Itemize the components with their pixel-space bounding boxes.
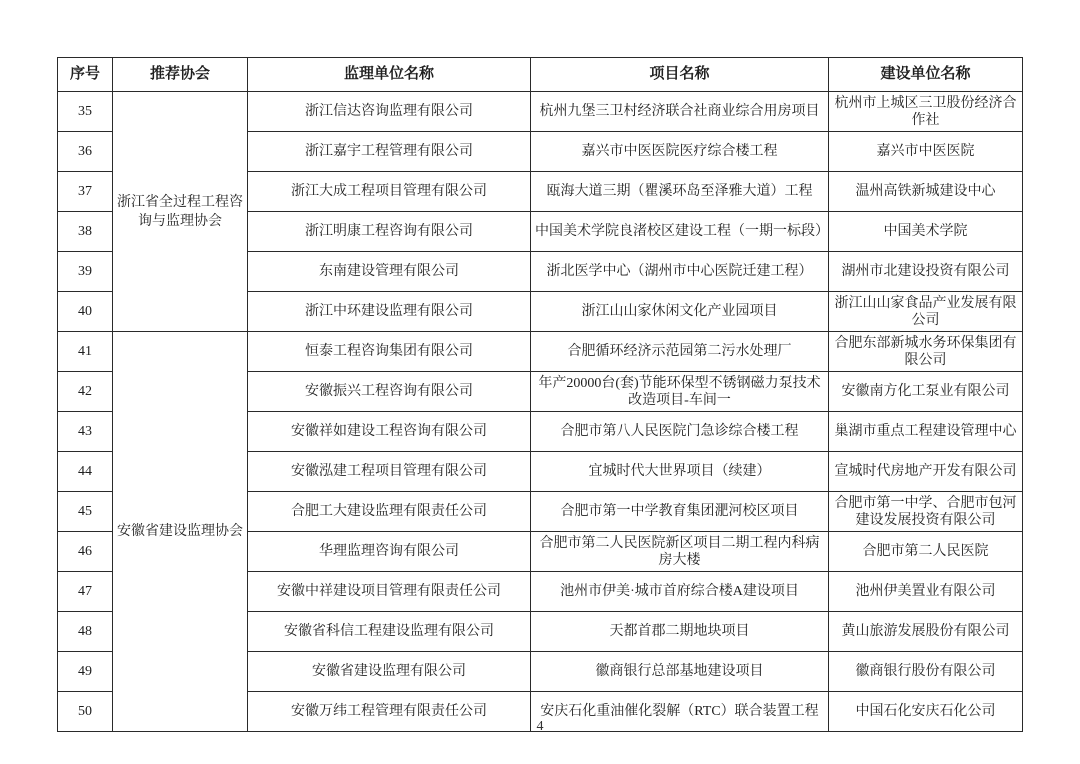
serial-cell: 47 <box>58 572 113 612</box>
project-cell: 合肥市第八人民医院门急诊综合楼工程 <box>531 412 829 452</box>
supervisor-cell: 恒泰工程咨询集团有限公司 <box>248 332 531 372</box>
client-cell: 徽商银行股份有限公司 <box>829 652 1023 692</box>
client-cell: 中国石化安庆石化公司 <box>829 692 1023 732</box>
header-row <box>58 58 1023 92</box>
client-cell: 中国美术学院 <box>829 212 1023 252</box>
client-cell: 合肥市第二人民医院 <box>829 532 1023 572</box>
project-cell: 徽商银行总部基地建设项目 <box>531 652 829 692</box>
client-cell: 湖州市北建设投资有限公司 <box>829 252 1023 292</box>
serial-cell: 44 <box>58 452 113 492</box>
serial-cell: 38 <box>58 212 113 252</box>
supervisor-cell: 安徽省建设监理有限公司 <box>248 652 531 692</box>
project-cell: 杭州九堡三卫村经济联合社商业综合用房项目 <box>531 92 829 132</box>
serial-cell: 45 <box>58 492 113 532</box>
project-cell: 中国美术学院良渚校区建设工程（一期一标段） <box>531 212 829 252</box>
project-cell: 合肥循环经济示范园第二污水处理厂 <box>531 332 829 372</box>
serial-cell: 37 <box>58 172 113 212</box>
project-cell: 宜城时代大世界项目（续建） <box>531 452 829 492</box>
project-cell: 合肥市第一中学教育集团淝河校区项目 <box>531 492 829 532</box>
client-cell: 杭州市上城区三卫股份经济合作社 <box>829 92 1023 132</box>
column-header: 项目名称 <box>531 58 829 92</box>
project-cell: 嘉兴市中医医院医疗综合楼工程 <box>531 132 829 172</box>
serial-cell: 36 <box>58 132 113 172</box>
client-cell: 宣城时代房地产开发有限公司 <box>829 452 1023 492</box>
supervisor-cell: 安徽中祥建设项目管理有限责任公司 <box>248 572 531 612</box>
association-cell: 浙江省全过程工程咨询与监理协会 <box>113 92 248 332</box>
project-cell: 池州市伊美·城市首府综合楼A建设项目 <box>531 572 829 612</box>
project-cell: 天都首郡二期地块项目 <box>531 612 829 652</box>
serial-cell: 48 <box>58 612 113 652</box>
supervisor-cell: 安徽泓建工程项目管理有限公司 <box>248 452 531 492</box>
serial-cell: 35 <box>58 92 113 132</box>
project-cell: 年产20000台(套)节能环保型不锈钢磁力泵技术改造项目-车间一 <box>531 372 829 412</box>
project-cell: 浙江山山家休闲文化产业园项目 <box>531 292 829 332</box>
page-number: 4 <box>536 719 544 734</box>
serial-cell: 39 <box>58 252 113 292</box>
serial-cell: 41 <box>58 332 113 372</box>
client-cell: 嘉兴市中医医院 <box>829 132 1023 172</box>
roster-table <box>57 57 1023 732</box>
client-cell: 温州高铁新城建设中心 <box>829 172 1023 212</box>
table-body <box>58 92 1023 732</box>
supervisor-cell: 东南建设管理有限公司 <box>248 252 531 292</box>
supervisor-cell: 浙江大成工程项目管理有限公司 <box>248 172 531 212</box>
supervisor-cell: 华理监理咨询有限公司 <box>248 532 531 572</box>
supervisor-cell: 浙江信达咨询监理有限公司 <box>248 92 531 132</box>
client-cell: 黄山旅游发展股份有限公司 <box>829 612 1023 652</box>
supervisor-cell: 浙江明康工程咨询有限公司 <box>248 212 531 252</box>
supervisor-cell: 安徽省科信工程建设监理有限公司 <box>248 612 531 652</box>
client-cell: 安徽南方化工泵业有限公司 <box>829 372 1023 412</box>
project-cell: 安庆石化重油催化裂解（RTC）联合装置工程 <box>531 692 829 732</box>
project-cell: 合肥市第二人民医院新区项目二期工程内科病房大楼 <box>531 532 829 572</box>
supervisor-cell: 合肥工大建设监理有限责任公司 <box>248 492 531 532</box>
association-cell: 安徽省建设监理协会 <box>113 332 248 732</box>
serial-cell: 43 <box>58 412 113 452</box>
column-header: 序号 <box>58 58 113 92</box>
supervisor-cell: 安徽振兴工程咨询有限公司 <box>248 372 531 412</box>
serial-cell: 50 <box>58 692 113 732</box>
client-cell: 合肥东部新城水务环保集团有限公司 <box>829 332 1023 372</box>
table-row <box>58 332 1023 372</box>
supervisor-cell: 安徽万纬工程管理有限责任公司 <box>248 692 531 732</box>
client-cell: 巢湖市重点工程建设管理中心 <box>829 412 1023 452</box>
column-header: 监理单位名称 <box>248 58 531 92</box>
project-cell: 瓯海大道三期（瞿溪环岛至泽雅大道）工程 <box>531 172 829 212</box>
supervisor-cell: 浙江中环建设监理有限公司 <box>248 292 531 332</box>
supervisor-cell: 浙江嘉宇工程管理有限公司 <box>248 132 531 172</box>
project-cell: 浙北医学中心（湖州市中心医院迁建工程） <box>531 252 829 292</box>
table-header <box>58 58 1023 92</box>
serial-cell: 40 <box>58 292 113 332</box>
supervisor-cell: 安徽祥如建设工程咨询有限公司 <box>248 412 531 452</box>
serial-cell: 49 <box>58 652 113 692</box>
serial-cell: 42 <box>58 372 113 412</box>
column-header: 推荐协会 <box>113 58 248 92</box>
column-header: 建设单位名称 <box>829 58 1023 92</box>
serial-cell: 46 <box>58 532 113 572</box>
client-cell: 浙江山山家食品产业发展有限公司 <box>829 292 1023 332</box>
client-cell: 池州伊美置业有限公司 <box>829 572 1023 612</box>
table-row <box>58 92 1023 132</box>
client-cell: 合肥市第一中学、合肥市包河建设发展投资有限公司 <box>829 492 1023 532</box>
